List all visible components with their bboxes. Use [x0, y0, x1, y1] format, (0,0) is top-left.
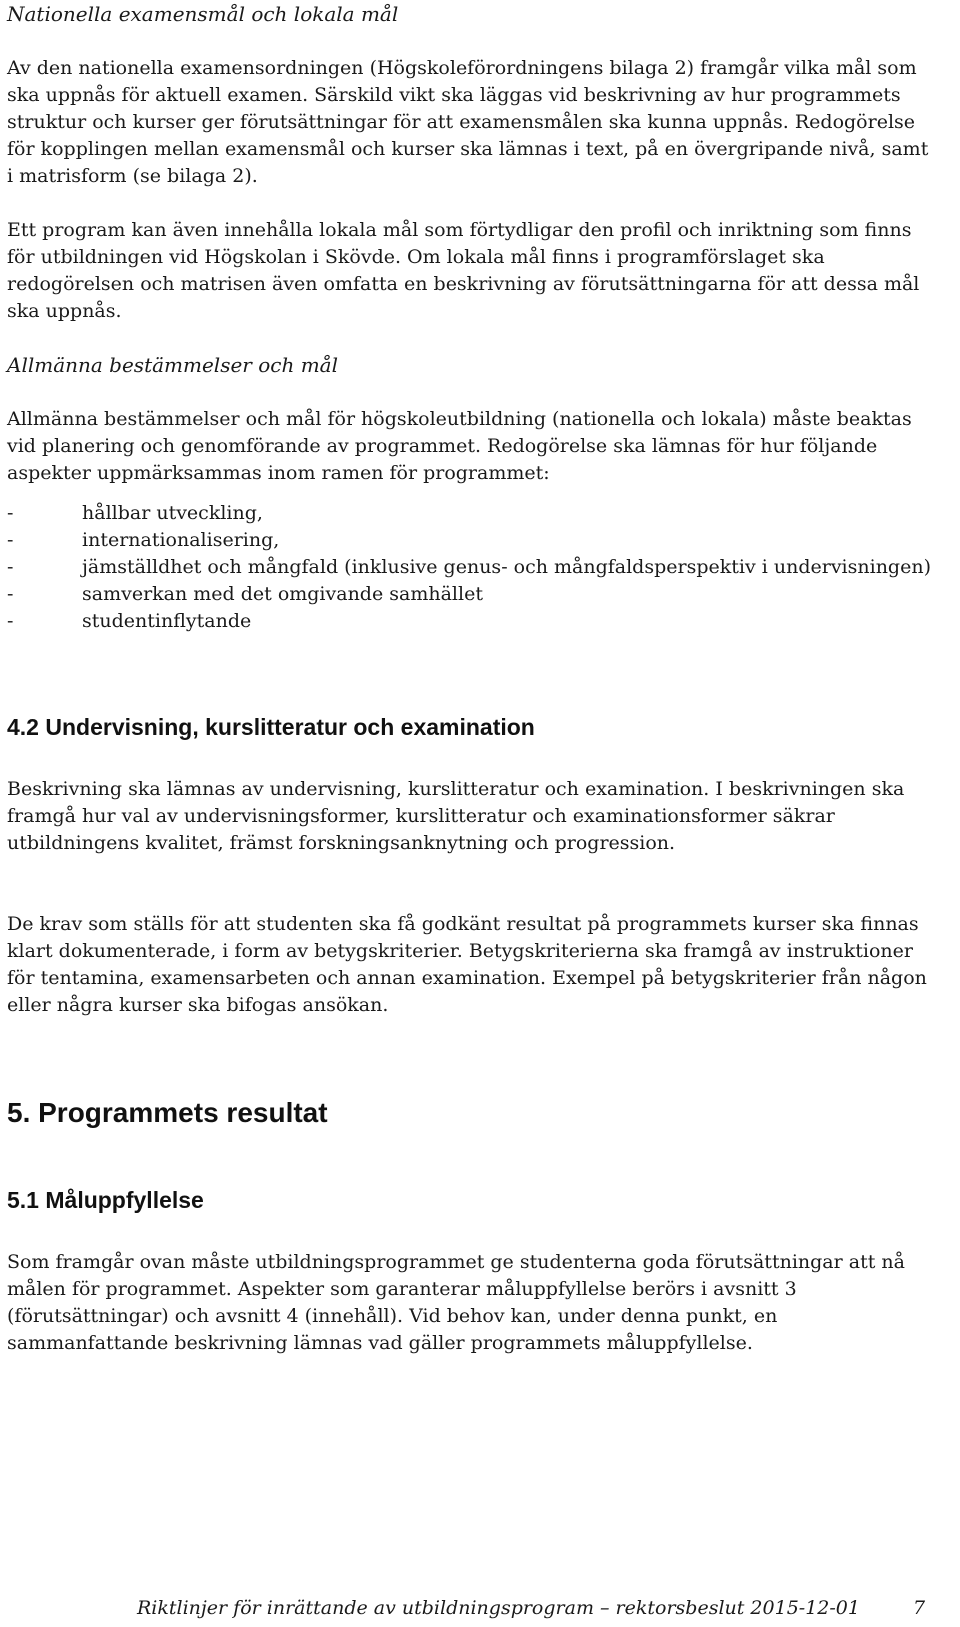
- list-item: - jämställdhet och mångfald (inklusive genus- och mångfaldsperspektiv i undervisningen): [7, 554, 937, 581]
- paragraph-national-goals-2: Ett program kan även innehålla lokala mål som förtydligar den profil och inriktning som finns för utbildningen vid Högskolan i Skövde. Om lokala mål finns i programförslaget ska redogörelsen och matrisen även omfatta en beskrivning av förutsättningarna för att dessa mål ska uppnås.: [7, 219, 920, 322]
- heading-national-goals: Nationella examensmål och lokala mål: [7, 2, 399, 26]
- list-item: - internationalisering,: [7, 527, 937, 554]
- paragraph-general-rules: Allmänna bestämmelser och mål för högskoleutbildning (nationella och lokala) måste beaktas vid planering och genomförande av programmet. Redogörelse ska lämnas för hur följande aspekter uppmärksammas inom ramen för programmet:: [7, 408, 912, 484]
- heading-general-rules: Allmänna bestämmelser och mål: [7, 353, 338, 377]
- list-item: - studentinflytande: [7, 608, 937, 635]
- paragraph-teaching-1: Beskrivning ska lämnas av undervisning, kurslitteratur och examination. I beskrivningen ska framgå hur val av undervisningsformer, kurslitteratur och examinationsformer säkrar utbildningens kvalitet, främst forskningsanknytning och progression.: [7, 778, 905, 854]
- heading-5: 5. Programmets resultat: [7, 1097, 328, 1128]
- footer-text: Riktlinjer för inrättande av utbildningsprogram – rektorsbeslut 2015-12-01: [137, 1597, 860, 1619]
- list-item: - samverkan med det omgivande samhället: [7, 581, 937, 608]
- heading-4-2: 4.2 Undervisning, kurslitteratur och examination: [7, 714, 535, 740]
- heading-5-1: 5.1 Måluppfyllelse: [7, 1187, 204, 1213]
- aspects-list: [7, 500, 937, 635]
- paragraph-goal-fulfilment: Som framgår ovan måste utbildningsprogrammet ge studenterna goda förutsättningar att nå målen för programmet. Aspekter som garanterar måluppfyllelse berörs i avsnitt 3 (förutsättningar) och avsnitt 4 (innehåll). Vid behov kan, under denna punkt, en sammanfattande beskrivning lämnas vad gäller programmets måluppfyllelse.: [7, 1251, 905, 1354]
- paragraph-teaching-2: De krav som ställs för att studenten ska få godkänt resultat på programmets kurser ska finnas klart dokumenterade, i form av betygskriterier. Betygskriterierna ska framgå av instruktioner för tentamina, examensarbeten och annan examination. Exempel på betygskriterier från någon eller några kurser ska bifogas ansökan.: [7, 913, 927, 1016]
- page-number: 7: [913, 1597, 926, 1619]
- list-item: - hållbar utveckling,: [7, 500, 937, 527]
- paragraph-national-goals-1: Av den nationella examensordningen (Högskoleförordningens bilaga 2) framgår vilka mål som ska uppnås för aktuell examen. Särskild vikt ska läggas vid beskrivning av hur programmets struktur och kurser ger förutsättningar för att examensmålen ska kunna uppnås. Redogörelse för kopplingen mellan examensmål och kurser ska lämnas i text, på en övergripande nivå, samt i matrisform (se bilaga 2).: [7, 57, 929, 187]
